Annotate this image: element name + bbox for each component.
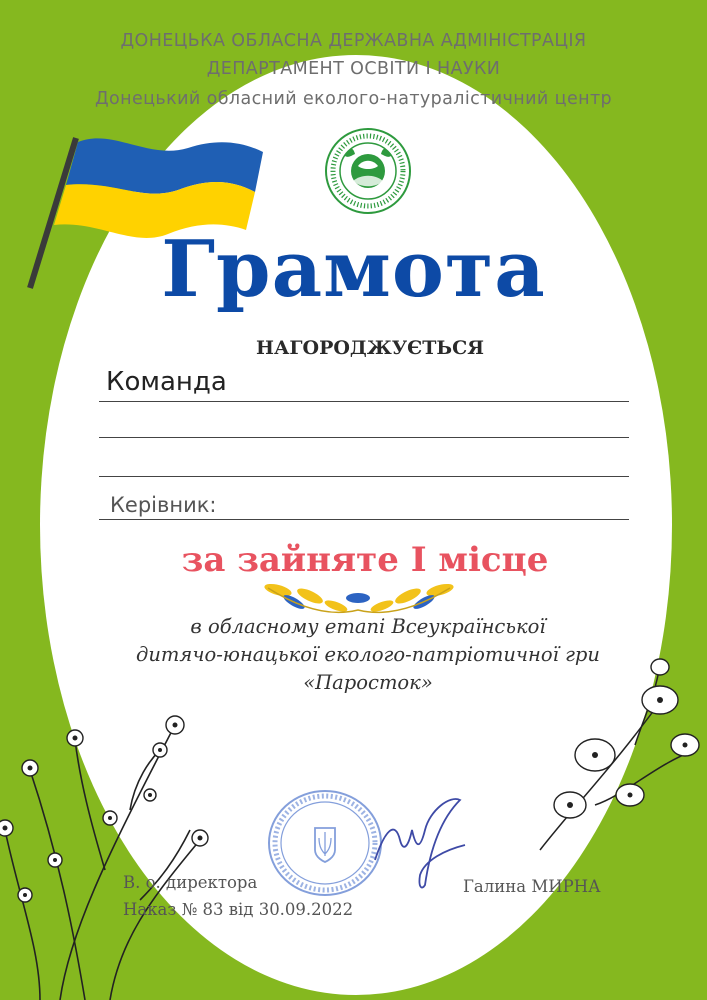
place-text: за зайняте І місце — [181, 540, 549, 580]
wildflowers-icon — [0, 700, 230, 1000]
blank-line-2 — [99, 476, 629, 477]
header-department: ДЕПАРТАМЕНТ ОСВІТИ І НАУКИ — [206, 59, 501, 79]
order-number: Наказ № 83 від 30.09.2022 — [123, 900, 354, 919]
certificate-title: Грамота — [161, 224, 546, 315]
blossom-branch-icon — [535, 655, 707, 865]
official-stamp-icon — [265, 788, 385, 898]
leader-label: Керівник: — [110, 493, 217, 517]
description-line-3: «Паросток» — [303, 671, 433, 694]
description-line-1: в обласному етапі Всеукраїнської — [190, 615, 546, 638]
signature-icon — [370, 790, 470, 900]
team-underline — [99, 401, 629, 402]
blank-line-1 — [99, 437, 629, 438]
header-administration: ДОНЕЦЬКА ОБЛАСНА ДЕРЖАВНА АДМІНІСТРАЦІЯ — [120, 31, 587, 51]
team-label: Команда — [106, 367, 227, 397]
signer-position: В. о. директора — [123, 873, 258, 892]
signer-name: Галина МИРНА — [463, 877, 601, 896]
description-line-2: дитячо-юнацької еколого-патріотичної гри — [136, 643, 600, 666]
leader-underline — [99, 519, 629, 520]
header-center: Донецький обласний еколого-натуралістичний центр — [94, 89, 613, 109]
awarded-heading: НАГОРОДЖУЄТЬСЯ — [256, 337, 484, 359]
eco-center-logo-icon — [323, 126, 413, 216]
